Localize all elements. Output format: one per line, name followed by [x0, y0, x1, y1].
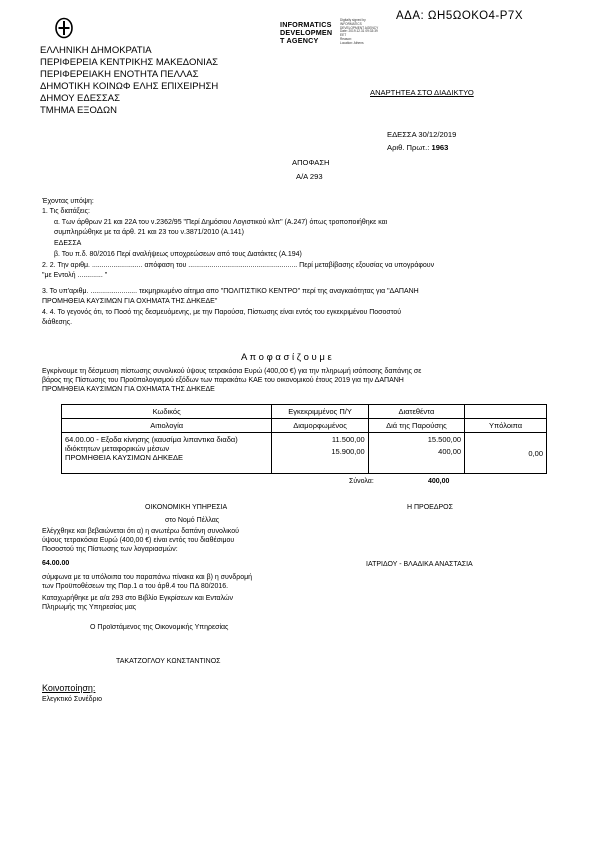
finance-title: ΟΙΚΟΝΟΜΙΚΗ ΥΠΗΡΕΣΙΑ: [145, 504, 228, 511]
item-1a: α. Των άρθρων 21 και 22Α του ν.2362/95 "Περί Δημόσιου Λογιστικού κλπ" (Α.247) όπως τροποποιήθηκε και: [54, 219, 388, 226]
president-title: Η ΠΡΟΕΔΡΟΣ: [407, 504, 453, 511]
finance-registration: Καταχωρήθηκε με α/α 293 στο Βιβλίο Εγκρίσεων και Ενταλών Πληρωμής της Υπηρεσίας μας: [42, 595, 233, 611]
sum-label: Σύνολα:: [349, 478, 374, 485]
header-formed: Διαμορφωμένος: [272, 419, 368, 433]
item-4-cont: διάθεσης.: [42, 319, 73, 326]
header-approved: Εγκεκριμμένος Π/Υ: [272, 405, 368, 419]
row-available-cell: 15.500,00 400,00: [368, 433, 464, 474]
greek-emblem-icon: [54, 17, 74, 39]
table-row: [62, 433, 547, 474]
considering-heading: Έχοντας υπόψη:: [42, 198, 94, 205]
item-2: 2. 2. Την αριθμ. .......................... απόφαση του ........................................................ Περί μεταβίβασης εξουσίας να υπογράφουν: [42, 262, 435, 269]
president-name: ΙΑΤΡΙΔΟΥ - ΒΛΑΔΙΚΑ ΑΝΑΣΤΑΣΙΑ: [366, 561, 473, 568]
document-date: ΕΔΕΣΣΑ 30/12/2019: [387, 130, 457, 139]
authority-header: ΕΛΛΗΝΙΚΗ ΔΗΜΟΚΡΑΤΙΑ ΠΕΡΙΦΕΡΕΙΑ ΚΕΝΤΡΙΚΗΣ ΜΑΚΕΔΟΝΙΑΣ ΠΕΡΙΦΕΡΕΙΑΚΗ ΕΝΟΤΗΤΑ ΠΕΛΛΑΣ ΔΗΜΟΤΙΚΗ ΚΟΙΝΩΦ ΕΛΗΣ ΕΠΙΧΕΙΡΗΣΗ ΔΗΜΟΥ ΕΔΕΣΣΑΣ ΤΜΗΜΑ ΕΞΟΔΩΝ: [40, 45, 219, 116]
finance-account: 64.00.00: [42, 560, 70, 567]
item-1b: β. Του π.δ. 80/2016 Περί αναλήψεως υποχρεώσεων από τους Διατάκτες (Α.194): [54, 251, 302, 258]
row-approved-cell: 11.500,00 15.900,00: [272, 433, 368, 474]
publish-note: ΑΝΑΡΤΗΤΕΑ ΣΤΟ ΔΙΑΔΙΚΤΥΟ: [370, 88, 474, 97]
decide-title: Α π ο φ α σ ί ζ ο υ μ ε: [241, 352, 332, 363]
decide-text: Εγκρίνουμε τη δέσμευση πίστωσης συνολικού ύψους τετρακόσια Ευρώ (400,00 €) για την πληρωμή ισόποσης δαπάνης σε βάρος της Πίστωσης του Προϋπολογισμού εξόδων των παρακάτω ΚΑΕ του οικονομικού έτους 2019 για την ΔΑΠΑΝΗ ΠΡΟΜΗΘΕΙΑ ΚΑΥΣΙΜΩΝ ΓΙΑ ΟΧΗΜΑΤΑ ΤΗΣ ΔΗΚΕΔΕ: [42, 368, 422, 393]
row-remaining-cell: 0,00: [465, 433, 547, 474]
header-code: Κωδικός: [62, 405, 272, 419]
decision-number: Α/Α 293: [296, 172, 323, 181]
item-4: 4. 4. Το γεγονός ότι, το Ποσό της δεσμευόμενης, με την Παρούσα, Πίστωσης είναι εντός του εγκεκριμένου Ποσοστού: [42, 309, 402, 316]
kae-table: [61, 404, 547, 474]
notification-recipient: Ελεγκτικό Συνέδριο: [42, 696, 102, 703]
finance-place: στο Νομό Πέλλας: [165, 517, 220, 524]
header-available: Διατεθέντα: [368, 405, 464, 419]
item-2-cont: "με Εντολή ............. ": [42, 272, 108, 279]
ada-code: ΑΔΑ: ΩΗ5ΩΟΚΟ4-Ρ7Χ: [396, 10, 523, 22]
row-code-cell: 64.00.00 - Εξοδα κίνησης (καυσίμα λιπαντικα διαδα) ιδιόκτητων μεταφορικών μέσων ΠΡΟΜΗΘΕΙΑ ΚΑΥΣΙΜΩΝ ΔΗΚΕΔΕ: [62, 433, 272, 474]
signature-stamp-title: INFORMATICS DEVELOPMEN T AGENCY: [280, 20, 333, 45]
protocol-number: Αριθ. Πρωτ.: 1963: [387, 143, 449, 152]
header-reason: Αιτιολογία: [62, 419, 272, 433]
item-3: 3. Το υπ'αριθμ. ........................ τεκμηριωμένο αίτημα απο "ΠΟΛΙΤΙΣΤΙΚΟ ΚΕΝΤΡΟ" περί της αναγκαιότητας για "ΔΑΠΑΝΗ: [42, 288, 419, 295]
item-1: 1. Τις διατάξεις:: [42, 208, 90, 215]
header-this-decision: Διά της Παρούσης: [368, 419, 464, 433]
item-1a-cont: συμπληρώθηκε με τα άρθ. 21 και 23 του ν.3871/2010 (Α.141): [54, 229, 244, 236]
header-remaining: Υπόλοιπα: [465, 419, 547, 433]
table-subheader-row: [62, 419, 547, 433]
finance-head-name: ΤΑΚΑΤΖΟΓΛΟΥ ΚΩΝΣΤΑΝΤΙΝΟΣ: [116, 658, 221, 665]
notification-title: Κοινοποίηση:: [42, 683, 96, 693]
decision-title: ΑΠΟΦΑΣΗ: [292, 158, 330, 167]
table-header-row: [62, 405, 547, 419]
finance-head: Ο Προϊστάμενος της Οικονομικής Υπηρεσίας: [90, 624, 229, 631]
finance-text: Ελέγχθηκε και βεβαιώνεται ότι α) η ανωτέρω δαπάνη συνολικού ύψους τετρακόσια Ευρώ (400,00 €) είναι εντός του διαθέσιμου Ποσοστού της Πίστωσης των λογαριασμών:: [42, 528, 239, 553]
sum-value: 400,00: [428, 478, 450, 485]
finance-text-2: σύμφωνα με τα υπόλοιπα του παραπάνω πίνακα και β) η συνδρομή των Προϋποθέσεων της Παρ.1 α του άρθ.4 του ΠΔ 80/2016.: [42, 574, 253, 590]
item-1a-place: ΕΔΕΣΣΑ: [54, 240, 82, 247]
signature-stamp-details: Digitally signed by INFORMATICS DEVELOPMENT AGENCY Date: 2019.12.31 09:33:39 EET Reason: Location: Athens: [340, 18, 379, 45]
item-3-cont: ΠΡΟΜΗΘΕΙΑ ΚΑΥΣΙΜΩΝ ΓΙΑ ΟΧΗΜΑΤΑ ΤΗΣ ΔΗΚΕΔΕ": [42, 298, 218, 305]
